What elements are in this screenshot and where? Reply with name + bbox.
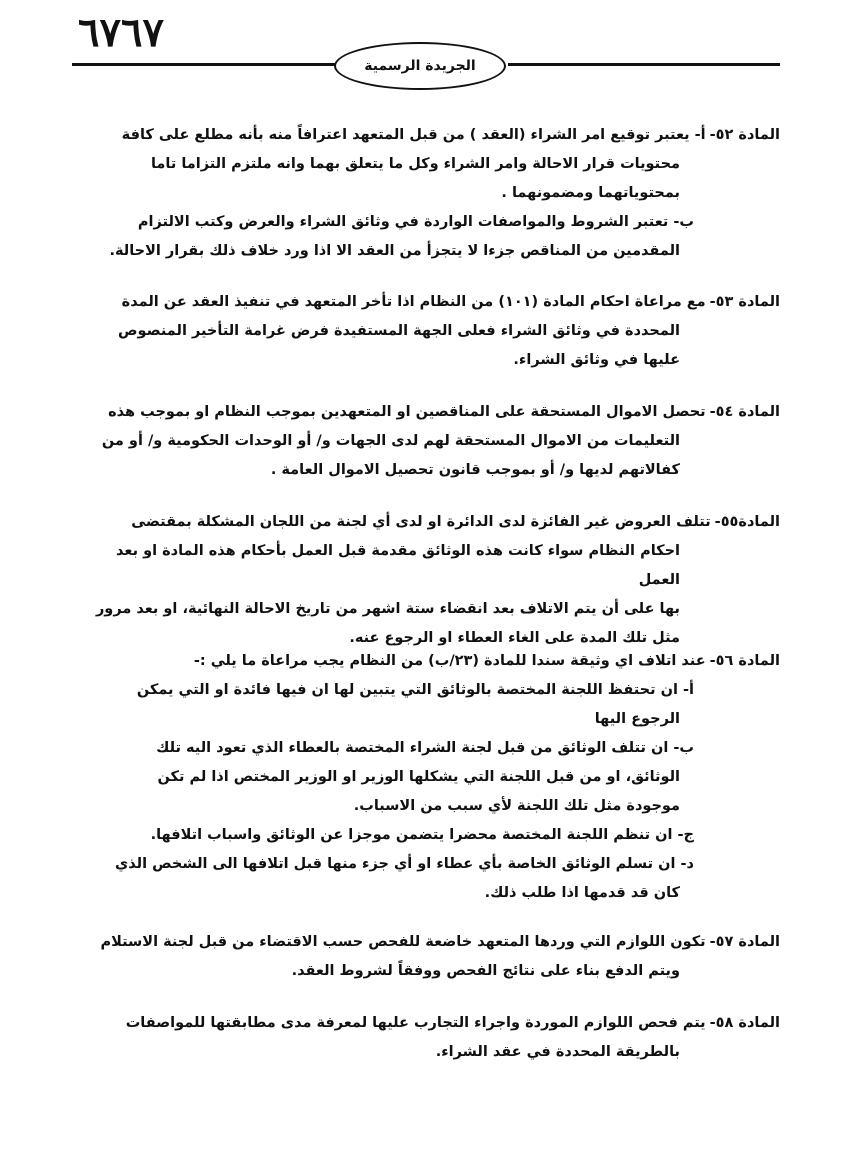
- article-line: المادة ٥٧-تكون اللوازم التي وردها المتعهد خاضعة للفحص حسب الاقتضاء من قبل لجنة الاستلام: [100, 934, 780, 950]
- article-line: المادة ٥٦-عند اتلاف اي وثيقة سندا للمادة (٢٣/ب) من النظام يجب مراعاة ما يلي :-: [193, 653, 780, 669]
- article-line: المادة ٥٢-أ- يعتبر توقيع امر الشراء (العقد ) من قبل المتعهد اعترافاً منه بأنه مطلع على كافة: [121, 127, 780, 143]
- article-line: بمحتوياتهما ومضمونهما .: [501, 185, 680, 201]
- article-label: المادة ٥٧-: [709, 934, 780, 950]
- article-line: المادة ٥٣-مع مراعاة احكام المادة (١٠١) من النظام اذا تأخر المتعهد في تنفيذ العقد عن المدة: [121, 294, 780, 310]
- article-line: احكام النظام سواء كانت هذه الوثائق مقدمة قبل العمل بأحكام هذه المادة او بعد العمل: [116, 543, 680, 588]
- article-label: المادة ٥٣-: [709, 294, 780, 310]
- list-item-b: ب- ان تتلف الوثائق من قبل لجنة الشراء المختصة بالعطاء الذي تعود اليه تلك: [156, 740, 694, 756]
- article-52: [80, 121, 780, 266]
- article-55: [80, 508, 780, 653]
- article-label: المادة ٥٤-: [709, 404, 780, 420]
- article-sub-line: المقدمين من المناقص جزءا لا يتجزأ من العقد الا اذا ورد خلاف ذلك بقرار الاحالة.: [109, 243, 680, 259]
- list-item-a-cont: الرجوع اليها: [594, 711, 680, 727]
- gazette-header-oval: [334, 42, 506, 90]
- article-line: كفالاتهم لديها و/ أو بموجب قانون تحصيل الاموال العامة .: [270, 462, 680, 478]
- list-item-d: د- ان تسلم الوثائق الخاصة بأي عطاء او أي جزء منها قبل اتلافها الى الشخص الذي: [114, 856, 694, 872]
- article-label: المادة ٥٦-: [709, 653, 780, 669]
- list-item-c: ج- ان تنظم اللجنة المختصة محضرا يتضمن موجزا عن الوثائق واسباب اتلافها.: [150, 827, 694, 843]
- article-line: بالطريقة المحددة في عقد الشراء.: [435, 1044, 680, 1060]
- header-rule-left: [72, 63, 335, 66]
- article-line: المادة ٥٤-تحصل الاموال المستحقة على المناقصين او المتعهدين بموجب النظام او بموجب هذه: [108, 404, 780, 420]
- article-56: [80, 647, 780, 908]
- article-line: مثل تلك المدة على الغاء العطاء او الرجوع عنه.: [349, 630, 680, 646]
- article-line: بها على أن يتم الاتلاف بعد انقضاء ستة اشهر من تاريخ الاحالة النهائية، او بعد مرور: [95, 601, 680, 617]
- list-item-a: أ- ان تحتفظ اللجنة المختصة بالوثائق التي يتبين لها ان فيها فائدة او التي يمكن: [136, 682, 694, 698]
- article-54: [80, 398, 780, 485]
- list-item-d-cont: كان قد قدمها اذا طلب ذلك.: [484, 885, 680, 901]
- article-sub-line: ب- تعتبر الشروط والمواصفات الواردة في وثائق الشراء والعرض وكتب الالتزام: [137, 214, 694, 230]
- article-label: المادة ٥٨-: [709, 1015, 780, 1031]
- article-53: [80, 288, 780, 375]
- article-57: [80, 928, 780, 986]
- article-line: التعليمات من الاموال المستحقة لهم لدى الجهات و/ أو الوحدات الحكومية و/ أو من: [101, 433, 680, 449]
- article-label: المادة٥٥-: [714, 514, 780, 530]
- article-line: محتويات قرار الاحالة وامر الشراء وكل ما يتعلق بهما وانه ملتزم التزاما تاما: [150, 156, 680, 172]
- list-item-b-cont: موجودة مثل تلك اللجنة لأي سبب من الاسباب.: [353, 798, 680, 814]
- article-58: [80, 1009, 780, 1067]
- header-rule-right: [508, 63, 780, 66]
- article-line: عليها في وثائق الشراء.: [513, 352, 680, 368]
- article-label: المادة ٥٢-: [709, 127, 780, 143]
- article-line: ويتم الدفع بناء على نتائج الفحص ووفقاً لشروط العقد.: [291, 963, 680, 979]
- page-number: ٦٧٦٧: [78, 9, 164, 56]
- list-item-b-cont: الوثائق، او من قبل اللجنة التي يشكلها الوزير او الوزير المختص اذا لم تكن: [157, 769, 680, 785]
- article-line: المادة٥٥-تتلف العروض غير الفائزة لدى الدائرة او لدى أي لجنة من اللجان المشكلة بمقتضى: [131, 514, 780, 530]
- article-line: المادة ٥٨-يتم فحص اللوازم الموردة واجراء التجارب عليها لمعرفة مدى مطابقتها للمواصفات: [125, 1015, 780, 1031]
- gazette-title: الجريدة الرسمية: [364, 58, 476, 74]
- article-line: المحددة في وثائق الشراء فعلى الجهة المستفيدة فرض غرامة التأخير المنصوص: [118, 323, 680, 339]
